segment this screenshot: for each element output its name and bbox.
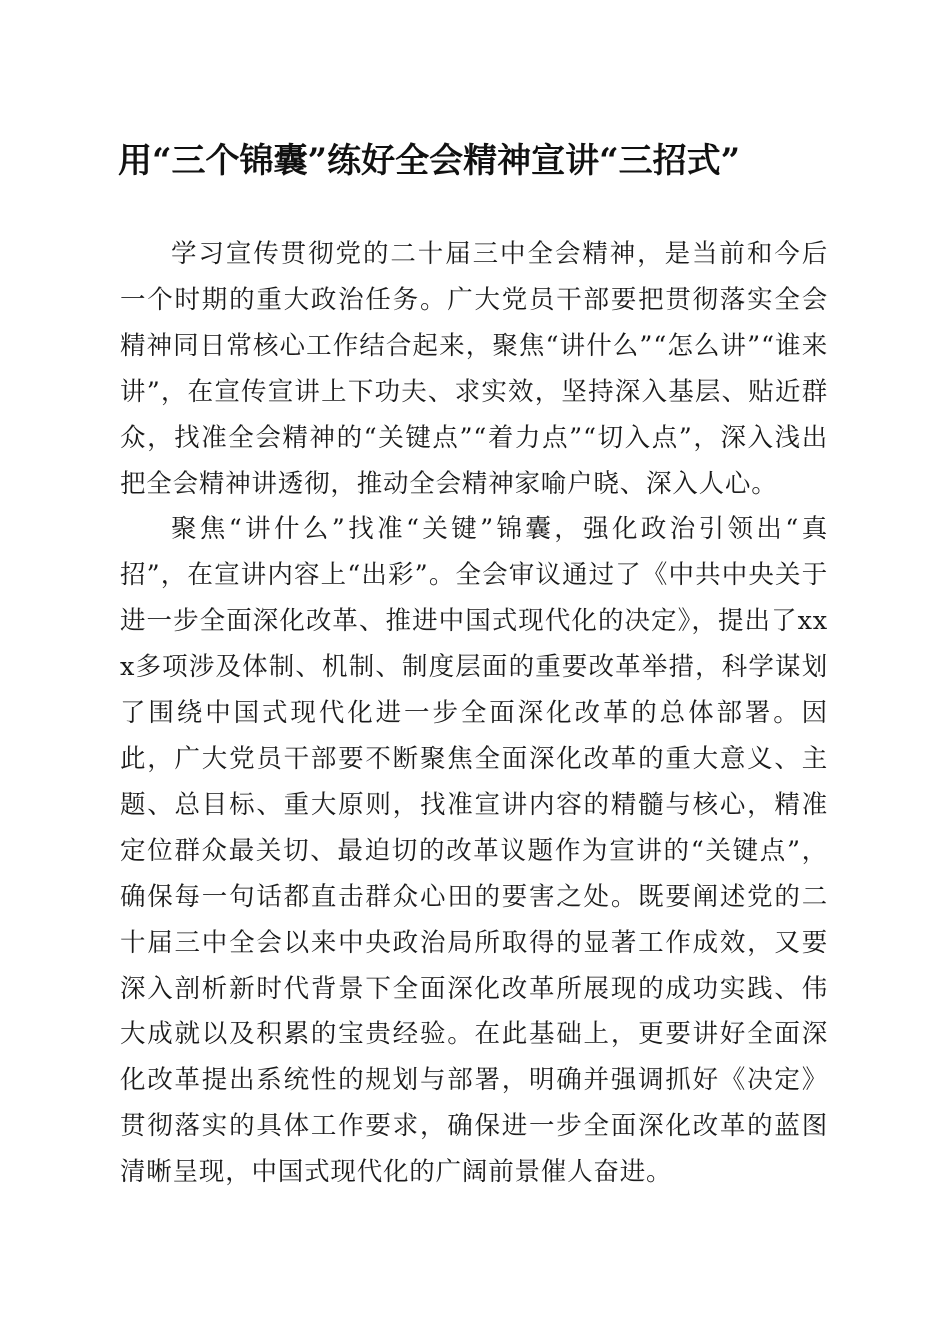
- paragraph-intro: 学习宣传贯彻党的二十届三中全会精神，是当前和今后一个时期的重大政治任务。广大党员干部要把贯彻落实全会精神同日常核心工作结合起来，聚焦“讲什么”“怎么讲”“谁来讲”，在宣传宣讲上下功夫、求实效，坚持深入基层、贴近群众，找准全会精神的“关键点”“着力点”“切入点”，深入浅出把全会精神讲透彻，推动全会精神家喻户晓、深入人心。: [120, 239, 828, 499]
- document-title: 用“三个锦囊”练好全会精神宣讲“三招式”: [118, 141, 741, 181]
- paragraph-what-to-say: 聚焦“讲什么”找准“关键”锦囊，强化政治引领出“真招”，在宣讲内容上“出彩”。全会审议通过了《中共中央关于进一步全面深化改革、推进中国式现代化的决定》，提出了xxx多项涉及体制、机制、制度层面的重要改革举措，科学谋划了围绕中国式现代化进一步全面深化改革的总体部署。因此，广大党员干部要不断聚焦全面深化改革的重大意义、主题、总目标、重大原则，找准宣讲内容的精髓与核心，精准定位群众最关切、最迫切的改革议题作为宣讲的“关键点”，确保每一句话都直击群众心田的要害之处。既要阐述党的二十届三中全会以来中央政治局所取得的显著工作成效，又要深入剖析新时代背景下全面深化改革所展现的成功实践、伟大成就以及积累的宝贵经验。在此基础上，更要讲好全面深化改革提出系统性的规划与部署，明确并强调抓好《决定》贯彻落实的具体工作要求，确保进一步全面深化改革的蓝图清晰呈现，中国式现代化的广阔前景催人奋进。: [120, 514, 828, 1188]
- document-body: [120, 232, 828, 1196]
